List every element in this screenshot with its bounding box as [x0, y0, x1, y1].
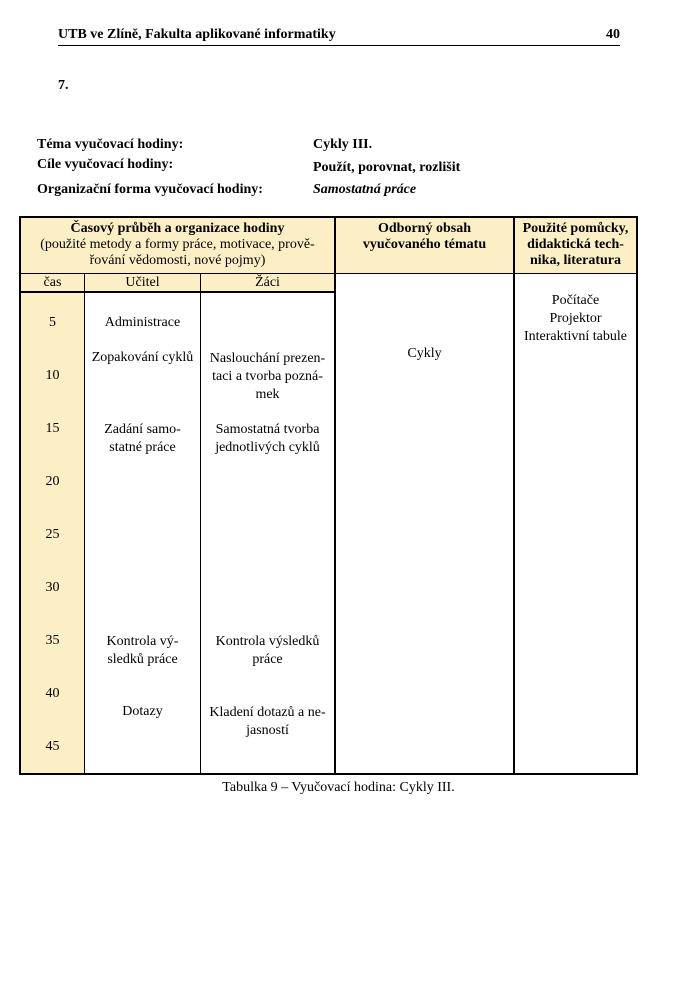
teacher-activity [85, 633, 200, 669]
teaching-aids [515, 292, 636, 346]
teacher-activity: Administrace [104, 315, 181, 330]
time-15: 15 [45, 421, 60, 436]
lesson-plan-table [19, 216, 638, 775]
col1-header [21, 221, 334, 269]
student-activity-line: Naslouchání prezen- [209, 351, 326, 366]
student-activity [201, 633, 334, 669]
time-30: 30 [45, 580, 60, 595]
student-activity [201, 421, 334, 457]
student-activity [201, 704, 334, 740]
goals-value: Použít, porovnat, rozlišit [313, 160, 461, 175]
topic-value: Cykly III. [313, 137, 373, 152]
time-10: 10 [45, 368, 60, 383]
header-title: UTB ve Zlíně, Fakulta aplikované informatiky [58, 27, 336, 42]
subheader-students: Žáci [255, 275, 280, 290]
student-activity-line: Kladení dotazů a ne- [209, 705, 326, 720]
teaching-aid-item: Projektor [549, 311, 602, 326]
student-activity-line: jednotlivých cyklů [215, 440, 320, 455]
divider [200, 273, 201, 773]
col2-header-line1: Odborný obsah [378, 221, 471, 236]
col1-header-line2: (použité metody a formy práce, motivace, prově- [40, 237, 315, 252]
col1-header-line3: řování vědomosti, nové pojmy) [89, 253, 266, 268]
student-activity-line: jasností [246, 723, 289, 738]
subject-content: Cykly [407, 346, 442, 361]
goals-label: Cíle vyučovací hodiny: [37, 157, 174, 172]
col3-header [515, 221, 636, 269]
col1-header-line1: Časový průběh a organizace hodiny [70, 221, 285, 236]
time-35: 35 [45, 633, 60, 648]
section-number: 7. [58, 78, 69, 93]
col2-header [336, 221, 513, 253]
time-40: 40 [45, 686, 60, 701]
student-activity [201, 350, 334, 404]
divider [21, 273, 636, 274]
time-20: 20 [45, 474, 60, 489]
subheader-time: čas [43, 275, 62, 290]
form-value: Samostatná práce [313, 182, 417, 197]
divider [21, 291, 334, 293]
teacher-activity-line: statné práce [109, 440, 176, 455]
teacher-activity: Zopakování cyklů [91, 350, 194, 365]
teaching-aid-item: Interaktivní tabule [523, 329, 628, 344]
time-25: 25 [45, 527, 60, 542]
time-5: 5 [49, 315, 56, 330]
form-label: Organizační forma vyučovací hodiny: [37, 182, 263, 197]
student-activity-line: práce [252, 652, 283, 667]
subheader-teacher: Učitel [125, 275, 160, 290]
student-activity-line: Samostatná tvorba [215, 422, 320, 437]
page-number: 40 [606, 27, 620, 42]
divider [84, 273, 85, 773]
table-caption: Tabulka 9 – Vyučovací hodina: Cykly III. [222, 780, 455, 795]
teacher-activity: Dotazy [122, 704, 163, 719]
page-header [58, 27, 620, 46]
divider [334, 218, 336, 773]
teacher-activity-line: sledků práce [107, 652, 178, 667]
col3-header-line3: nika, literatura [530, 253, 621, 268]
col3-header-line2: didaktická tech- [527, 237, 624, 252]
teaching-aid-item: Počítače [551, 293, 600, 308]
teacher-activity-line: Zadání samo- [104, 422, 181, 437]
teacher-activity-line: Kontrola vý- [106, 634, 179, 649]
col3-header-line1: Použité pomůcky, [522, 221, 629, 236]
student-activity-line: mek [255, 387, 280, 402]
topic-label: Téma vyučovací hodiny: [37, 137, 184, 152]
teacher-activity [85, 421, 200, 457]
student-activity-line: Kontrola výsledků [215, 634, 320, 649]
student-activity-line: taci a tvorba pozná- [212, 369, 323, 384]
time-45: 45 [45, 739, 60, 754]
col2-header-line2: vyučovaného tématu [362, 237, 487, 252]
